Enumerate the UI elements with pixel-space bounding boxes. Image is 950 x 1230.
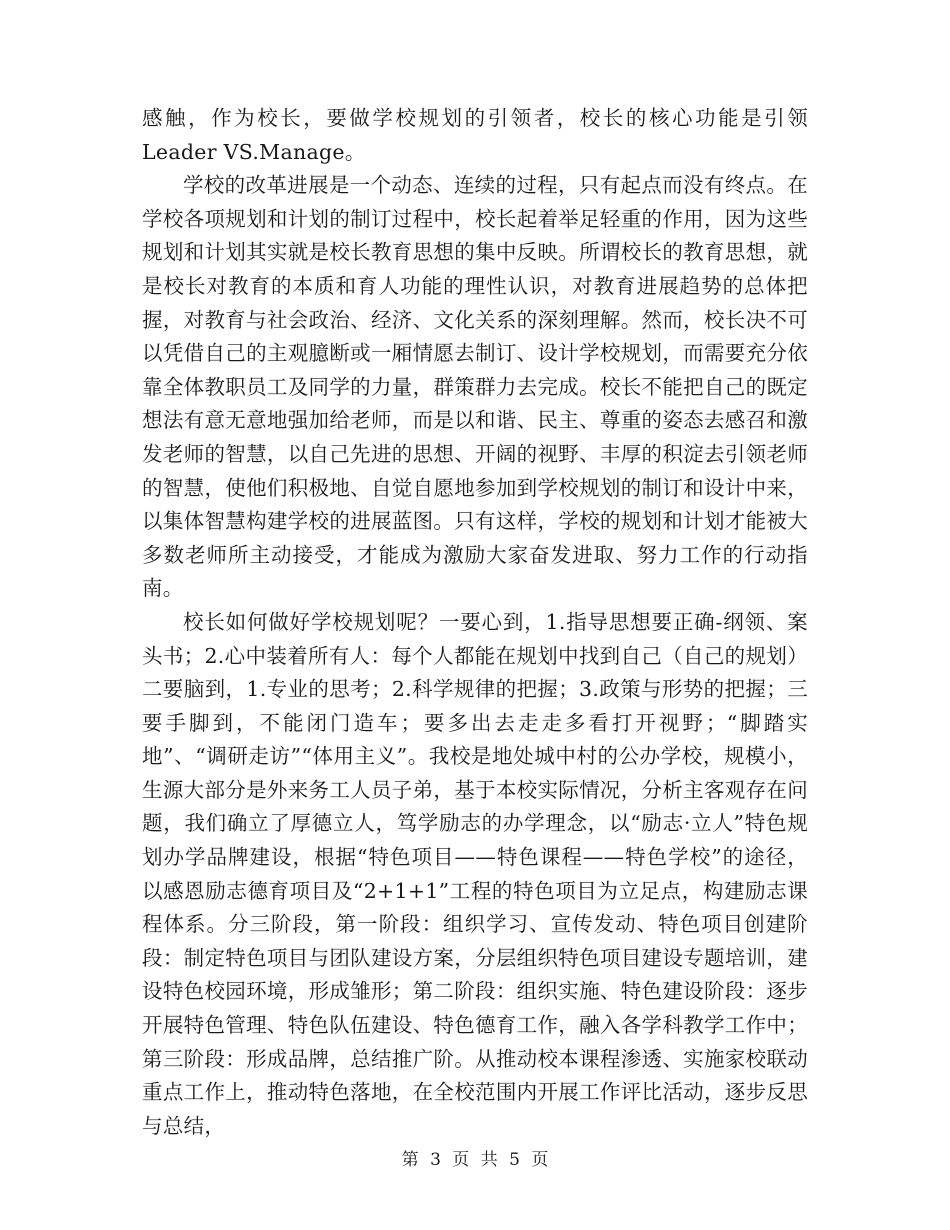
- paragraph-school-reform: 学校的改革进展是一个动态、连续的过程，只有起点而没有终点。在学校各项规划和计划的制订过程中，校长起着举足轻重的作用，因为这些规划和计划其实就是校长教育思想的集中反映。所谓校长的教育思想，就是校长对教育的本质和育人功能的理性认识，对教育进展趋势的总体把握，对教育与社会政治、经济、文化关系的深刻理解。然而，校长决不可以凭借自己的主观臆断或一厢情愿去制订、设计学校规划，而需要充分依靠全体教职员工及同学的力量，群策群力去完成。校长不能把自己的既定想法有意无意地强加给老师，而是以和谐、民主、尊重的姿态去感召和激发老师的智慧，以自己先进的思想、开阔的视野、丰厚的积淀去引领老师的智慧，使他们积极地、自觉自愿地参加到学校规划的制订和设计中来，以集体智慧构建学校的进展蓝图。只有这样，学校的规划和计划才能被大多数老师所主动接受，才能成为激励大家奋发进取、努力工作的行动指南。: [142, 173, 808, 601]
- document-body: [142, 102, 808, 1143]
- paragraph-school-planning: 校长如何做好学校规划呢？一要心到，1.指导思想要正确-纲领、案头书；2.心中装着所有人：每个人都能在规划中找到自己（自己的规划）二要脑到，1.专业的思考；2.科学规律的把握；3.政策与形势的把握；三要手脚到，不能闭门造车；要多出去走走多看打开视野；“脚踏实地”、“调研走访”“体用主义”。我校是地处城中村的公办学校，规模小，生源大部分是外来务工人员子弟，基于本校实际情况，分析主客观存在问题，我们确立了厚德立人，笃学励志的办学理念，以“励志·立人”特色规划办学品牌建设，根据“特色项目——特色课程——特色学校”的途径，以感恩励志德育项目及“2+1+1”工程的特色项目为立足点，构建励志课程体系。分三阶段，第一阶段：组织学习、宣传发动、特色项目创建阶段：制定特色项目与团队建设方案，分层组织特色项目建设专题培训，建设特色校园环境，形成雏形；第二阶段：组织实施、特色建设阶段：逐步开展特色管理、特色队伍建设、特色德育工作，融入各学科教学工作中； 第三阶段：形成品牌，总结推广阶。从推动校本课程渗透、实施家校联动重点工作上，推动特色落地，在全校范围内开展工作评比活动，逐步反思与总结，: [142, 609, 808, 1138]
- paragraph-continuation: 感触，作为校长，要做学校规划的引领者，校长的核心功能是引领Leader VS.Manage。: [142, 106, 808, 164]
- page-number-footer: 第 3 页 共 5 页: [401, 1150, 549, 1170]
